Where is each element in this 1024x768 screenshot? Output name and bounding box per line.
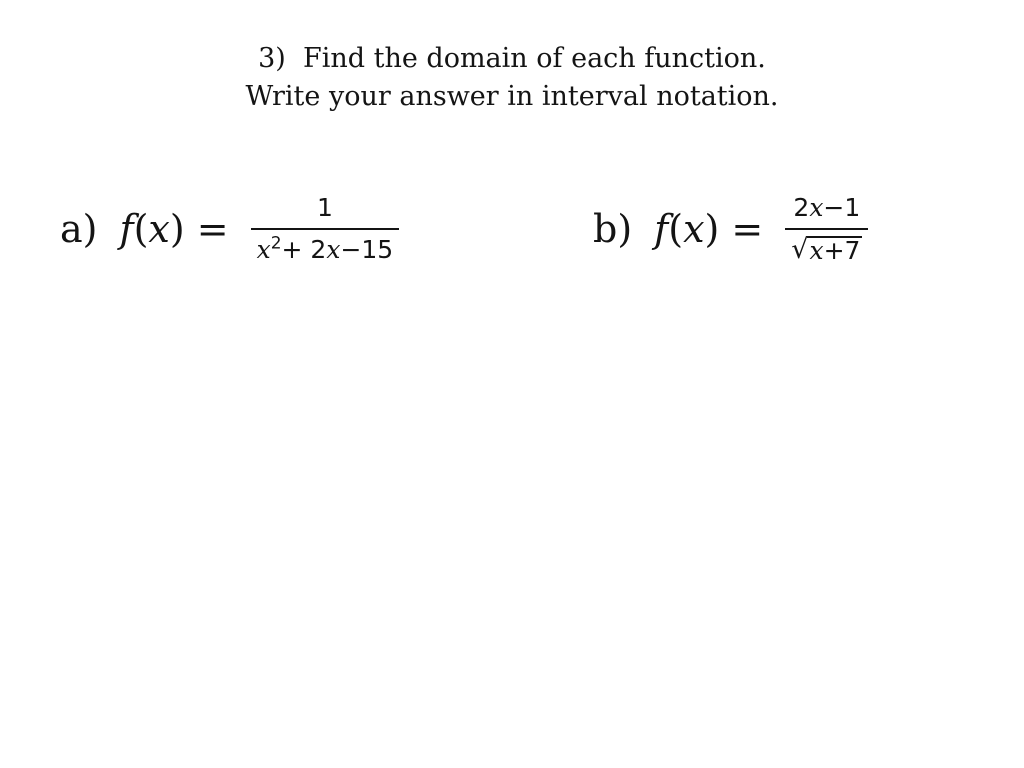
problem-a <box>60 184 399 274</box>
problem-title <box>0 40 1024 116</box>
denominator-a <box>251 230 400 264</box>
part-label-b: b) <box>593 207 633 251</box>
radicand-var: x <box>809 236 824 265</box>
part-label-a: a) <box>60 207 98 251</box>
numerator-coef: 2 <box>793 193 810 222</box>
fraction-a <box>251 194 400 264</box>
numerator-tail: −1 <box>823 193 861 222</box>
function-name: f <box>119 207 134 251</box>
numerator-a: 1 <box>316 193 333 222</box>
function-expression-a: f(x) = <box>119 207 229 251</box>
function-expression-b: f(x) = <box>654 207 764 251</box>
radicand <box>807 236 862 264</box>
numerator-var: x <box>809 193 824 222</box>
function-name: f <box>654 207 669 251</box>
sqrt-icon: √ <box>791 234 809 265</box>
title-line-2: Write your answer in interval notation. <box>245 81 779 112</box>
radicand-tail: +7 <box>823 236 861 265</box>
square-root <box>791 236 862 264</box>
fraction-b <box>785 194 868 264</box>
problem-b <box>593 184 868 274</box>
denominator-tail: −15 <box>340 235 394 264</box>
denominator-mid: + 2 <box>281 235 327 264</box>
exponent: 2 <box>270 233 282 254</box>
denominator-var: x <box>256 235 271 264</box>
denominator-b <box>785 230 868 264</box>
numerator-b <box>787 194 866 228</box>
function-argument: x <box>148 207 170 251</box>
denominator-var-2: x <box>326 235 341 264</box>
title-line-1: 3) Find the domain of each function. <box>258 43 766 74</box>
function-argument: x <box>683 207 705 251</box>
